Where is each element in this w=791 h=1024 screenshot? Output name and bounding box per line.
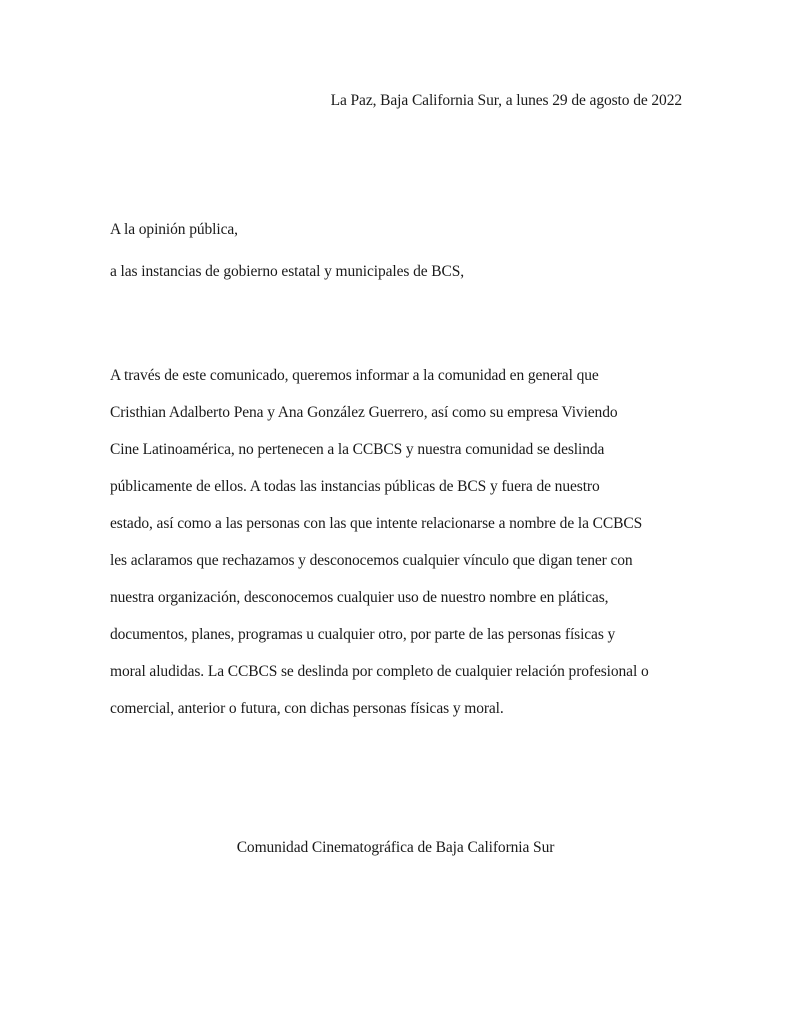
date-line: La Paz, Baja California Sur, a lunes 29 de agosto de 2022	[330, 92, 682, 109]
salutation-public: A la opinión pública,	[110, 221, 238, 238]
body-line: comercial, anterior o futura, con dichas personas físicas y moral.	[110, 700, 504, 717]
body-line: Cristhian Adalberto Pena y Ana González Guerrero, así como su empresa Viviendo	[110, 404, 618, 421]
salutation-government: a las instancias de gobierno estatal y municipales de BCS,	[110, 263, 465, 280]
body-line: públicamente de ellos. A todas las instancias públicas de BCS y fuera de nuestro	[110, 478, 600, 495]
body-line: nuestra organización, desconocemos cualquier uso de nuestro nombre en pláticas,	[110, 589, 609, 606]
body-line: Cine Latinoamérica, no pertenecen a la CCBCS y nuestra comunidad se deslinda	[110, 441, 605, 458]
signature: Comunidad Cinematográfica de Baja California Sur	[236, 839, 555, 856]
body-line: moral aludidas. La CCBCS se deslinda por completo de cualquier relación profesional o	[110, 663, 649, 680]
body-line: estado, así como a las personas con las que intente relacionarse a nombre de la CCBCS	[110, 515, 643, 532]
body-line: les aclaramos que rechazamos y desconocemos cualquier vínculo que digan tener con	[110, 552, 633, 569]
body-line: documentos, planes, programas u cualquier otro, por parte de las personas físicas y	[110, 626, 616, 643]
body-line: A través de este comunicado, queremos informar a la comunidad en general que	[110, 367, 599, 384]
